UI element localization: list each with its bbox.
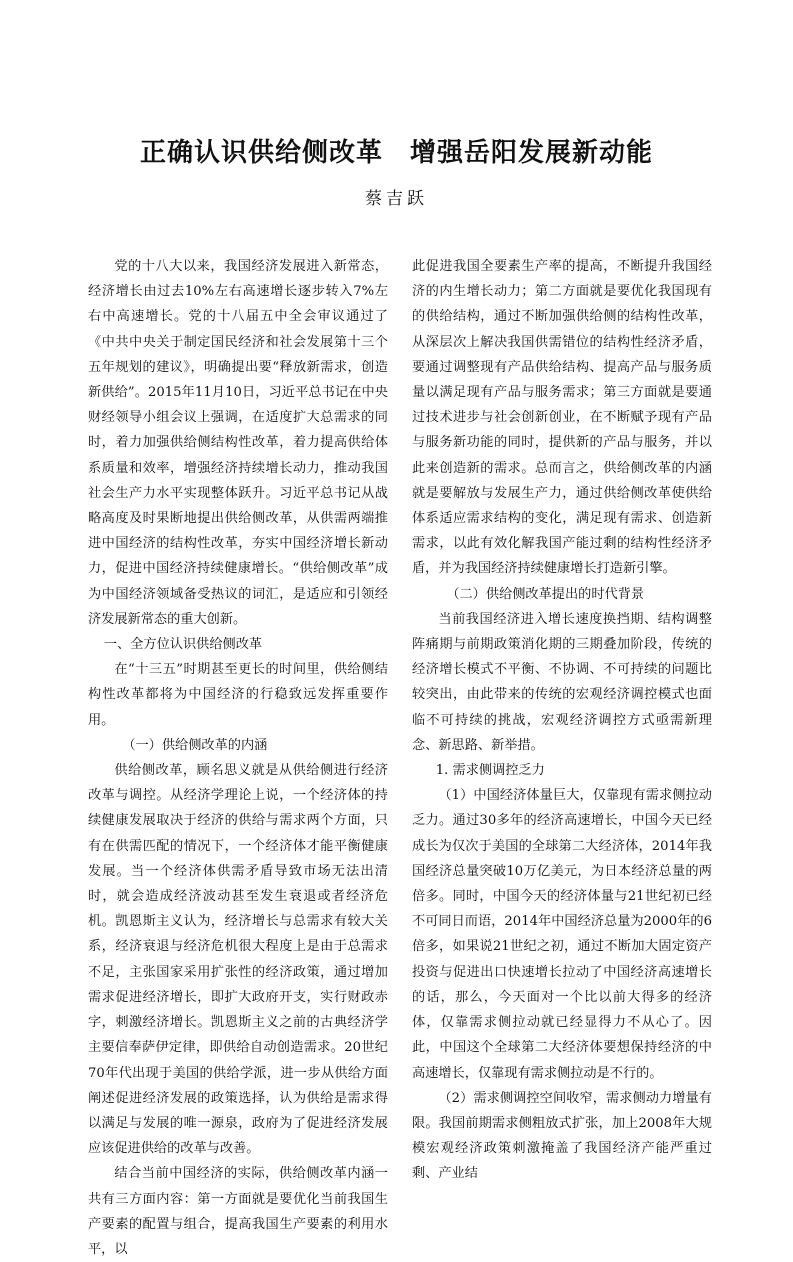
left-column [88, 254, 388, 1262]
paragraph: （2）需求侧调控空间收窄，需求侧动力增量有限。我国前期需求侧粗放式扩张，加上2008年大规模宏观经济政策刺激掩盖了我国经济产能严重过剩、产业结 [412, 1090, 712, 1182]
paragraph: 党的十八大以来，我国经济发展进入新常态，经济增长由过去10%左右高速增长逐步转入7%左右中高速增长。党的十八届五中全会审议通过了《中共中央关于制定国民经济和社会发展第十三个五年规划的建议》，明确提出要“释放新需求，创造新供给”。2015年11月10日，习近平总书记在中央财经领导小组会议上强调，在适度扩大总需求的同时，着力加强供给侧结构性改革，着力提高供给体系质量和效率，增强经济持续增长动力，推动我国社会生产力水平实现整体跃升。习近平总书记从战略高度及时果断地提出供给侧改革，从供需两端推进中国经济的结构性改革，夯实中国经济增长新动力，促进中国经济持续健康增长。“供给侧改革”成为中国经济领域备受热议的词汇，是适应和引领经济发展新常态的重大创新。 [88, 259, 388, 627]
subsection-heading: （一）供给侧改革的内涵 [122, 737, 268, 753]
section-heading: 一、全方位认识供给侧改革 [103, 637, 263, 653]
subsection-heading: （二）供给侧改革提出的时代背景 [446, 586, 645, 602]
paragraph: （1）中国经济体量巨大，仅靠现有需求侧拉动乏力。通过30多年的经济高速增长，中国今天已经成长为仅次于美国的全球第二大经济体，2014年我国经济总量突破10万亿美元，为日本经济总量的两倍多。同时，中国今天的经济体量与21世纪初已经不可同日而语，2014年中国经济总量为2000年的6倍多，如果说21世纪之初，通过不断加大固定资产投资与促进出口快速增长拉动了中国经济高速增长的话，那么，今天面对一个比以前大得多的经济体，仅靠需求侧拉动就已经显得力不从心了。因此，中国这个全球第二大经济体要想保持经济的中高速增长，仅靠现有需求侧拉动是不行的。 [412, 788, 712, 1081]
paragraph: 在“十三五”时期甚至更长的时间里，供给侧结构性改革都将为中国经济的行稳致远发挥重要作用。 [88, 662, 388, 728]
page-author: 蔡吉跃 [365, 189, 428, 209]
paragraph: 此促进我国全要素生产率的提高，不断提升我国经济的内生增长动力；第二方面就是要优化我国现有的供给结构，通过不断加强供给侧的结构性改革，从深层次上解决我国供需错位的结构性经济矛盾，要通过调整现有产品供给结构、提高产品与服务质量以满足现有产品与服务需求；第三方面就是要通过技术进步与社会创新创业，在不断赋予现有产品与服务新功能的同时，提供新的产品与服务，并以此来创造新的需求。总而言之，供给侧改革的内涵就是要解放与发展生产力，通过供给侧改革使供给体系适应需求结构的变化，满足现有需求、创造新需求，以此有效化解我国产能过剩的结构性经济矛盾，并为我国经济持续健康增长打造新引擎。 [412, 259, 712, 577]
paragraph: 结合当前中国经济的实际，供给侧改革内涵一共有三方面内容：第一方面就是要优化当前我国生产要素的配置与组合，提高我国生产要素的利用水平，以 [88, 1166, 388, 1257]
page-title: 正确认识供给侧改革 增强岳阳发展新动能 [139, 138, 653, 168]
paragraph: 供给侧改革，顾名思义就是从供给侧进行经济改革与调控。从经济学理论上说，一个经济体的持续健康发展取决于经济的供给与需求两个方面，只有在供需匹配的情况下，一个经济体才能平衡健康发展。当一个经济体供需矛盾导致市场无法出清时，就会造成经济波动甚至发生衰退或者经济危机。凯恩斯主义认为，经济增长与总需求有较大关系，经济衰退与经济危机很大程度上是由于总需求不足，主张国家采用扩张性的经济政策，通过增加需求促进经济增长，即扩大政府开支，实行财政赤字，刺激经济增长。凯恩斯主义之前的古典经济学主要信奉萨伊定律，即供给自动创造需求。20世纪70年代出现于美国的供给学派，进一步从供给方面阐述促进经济发展的政策选择，认为供给是需求得以满足与发展的唯一源泉，政府为了促进经济发展应该促进供给的改革与改善。 [88, 763, 388, 1157]
numbered-heading: 1. 需求侧调控乏力 [435, 763, 545, 779]
right-column [412, 254, 712, 1187]
paragraph: 当前我国经济进入增长速度换挡期、结构调整阵痛期与前期政策消化期的三期叠加阶段，传统的经济增长模式不平衡、不协调、不可持续的问题比较突出，由此带来的传统的宏观经济调控模式也面临不可持续的挑战，宏观经济调控方式亟需新理念、新思路、新举措。 [412, 611, 712, 753]
